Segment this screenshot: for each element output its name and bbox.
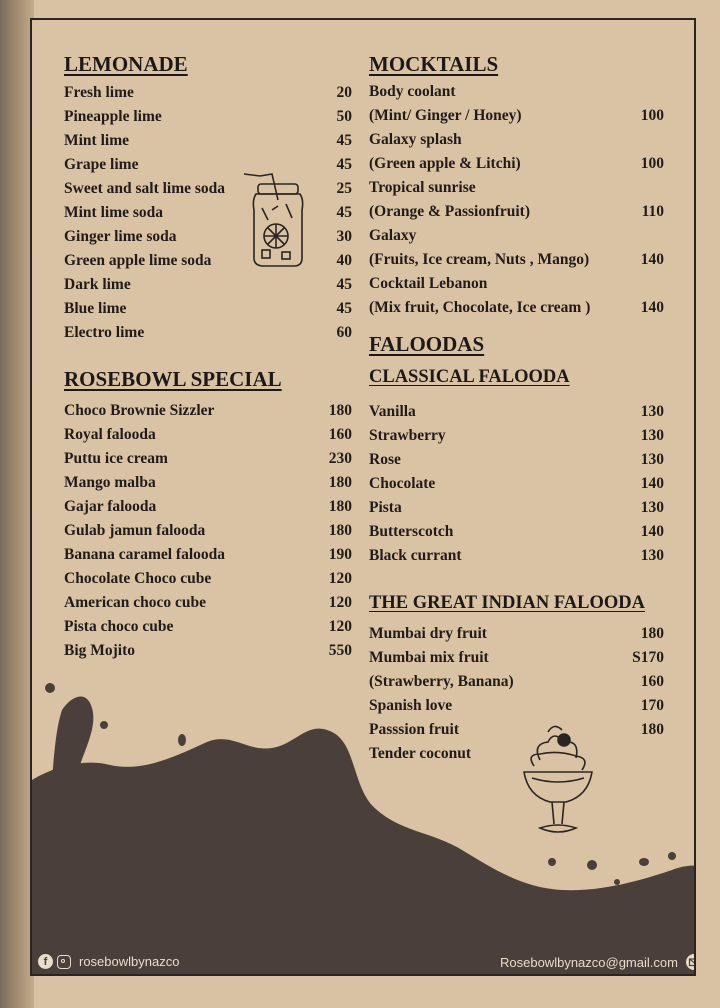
menu-item [369,622,664,646]
item-price: 140 [640,523,664,540]
menu-item [64,105,352,129]
item-price: S170 [632,649,664,666]
item-price: 130 [640,451,664,468]
menu-item [369,742,664,766]
great-indian-falooda-title: THE GREAT INDIAN FALOODA [369,593,645,613]
item-name: Grape lime [64,156,139,173]
item-name: (Mint/ Ginger / Honey) [369,107,522,124]
item-name: Electro lime [64,324,145,341]
menu-item [64,201,352,225]
faloodas-title: FALOODAS [369,332,485,356]
item-name: Mumbai dry fruit [369,625,487,642]
great-indian-falooda-list [369,622,664,766]
item-price: 130 [640,499,664,516]
menu-item [369,272,664,296]
menu-item [64,591,352,615]
item-name: Chocolate [369,475,436,492]
item-price: 120 [328,570,352,587]
menu-item [64,447,352,471]
menu-item [369,296,664,320]
item-price: 100 [640,107,664,124]
menu-item [64,153,352,177]
item-price: 180 [328,474,352,491]
item-name: Mumbai mix fruit [369,649,489,666]
menu-item [369,104,664,128]
item-price: 120 [328,594,352,611]
item-price: 170 [640,697,664,714]
item-price: 180 [328,498,352,515]
menu-item [64,177,352,201]
menu-item [64,567,352,591]
item-price: 230 [328,450,352,467]
item-price: 160 [328,426,352,443]
item-price: 550 [328,642,352,659]
item-price: 130 [640,547,664,564]
item-price: 45 [336,132,352,149]
item-name: Black currant [369,547,462,564]
item-name: Mint lime soda [64,204,164,221]
item-name: Tender coconut [369,745,472,762]
item-name: Gajar falooda [64,498,157,515]
item-name: Galaxy splash [369,131,462,148]
item-name: Pineapple lime [64,108,162,125]
menu-item [369,496,664,520]
menu-item [369,152,664,176]
item-name: American choco cube [64,594,207,611]
rosebowl-special-list [64,399,352,663]
item-price: 100 [640,155,664,172]
item-name: Green apple lime soda [64,252,212,269]
item-price: 180 [640,625,664,642]
menu-item [64,519,352,543]
item-name: Galaxy [369,227,417,244]
item-name: Pista [369,499,402,516]
menu-item [369,718,664,742]
menu-item [64,273,352,297]
item-name: Body coolant [369,83,456,100]
mail-icon[interactable] [686,954,696,970]
item-name: (Mix fruit, Chocolate, Ice cream ) [369,299,591,316]
page-shadow [0,0,34,1008]
item-price: 25 [336,180,352,197]
menu-item [64,543,352,567]
menu-item [64,615,352,639]
item-price: 140 [640,299,664,316]
item-name: Vanilla [369,403,416,420]
item-price: 20 [336,84,352,101]
item-price: 50 [336,108,352,125]
item-name: Big Mojito [64,642,136,659]
menu-item [369,646,664,670]
item-name: Cocktail Lebanon [369,275,488,292]
item-name: Blue lime [64,300,127,317]
menu-item [64,249,352,273]
item-name: Mango malba [64,474,156,491]
menu-item [369,520,664,544]
item-price: 180 [328,402,352,419]
item-name: Pista choco cube [64,618,174,635]
item-price: 120 [328,618,352,635]
item-price: 40 [336,252,352,269]
menu-item [369,424,664,448]
menu-item [369,670,664,694]
item-name: Fresh lime [64,84,134,101]
item-name: Passsion fruit [369,721,459,738]
item-name: (Strawberry, Banana) [369,673,514,690]
item-name: Choco Brownie Sizzler [64,402,215,419]
item-name: Banana caramel falooda [64,546,226,563]
right-column [369,50,664,766]
item-price: 130 [640,427,664,444]
item-price: 30 [336,228,352,245]
menu-item [64,471,352,495]
menu-item [64,321,352,345]
menu-item [369,694,664,718]
item-price: 190 [328,546,352,563]
menu-item [64,81,352,105]
item-name: Tropical sunrise [369,179,476,196]
lemonade-list [64,81,352,345]
item-name: (Orange & Passionfruit) [369,203,531,220]
menu-item [369,400,664,424]
menu-item [64,423,352,447]
item-price: 45 [336,156,352,173]
item-name: Ginger lime soda [64,228,177,245]
menu-item [369,448,664,472]
item-name: (Fruits, Ice cream, Nuts , Mango) [369,251,590,268]
email-footer [500,954,696,970]
item-name: Gulab jamun falooda [64,522,206,539]
social-handle[interactable]: rosebowlbynazco [79,954,180,969]
menu-frame [30,18,696,976]
item-price: 180 [328,522,352,539]
item-price: 140 [640,251,664,268]
item-price: 45 [336,300,352,317]
item-price: 180 [640,721,664,738]
email-address[interactable]: Rosebowlbynazco@gmail.com [500,954,678,970]
menu-item [369,128,664,152]
menu-item [369,544,664,568]
left-column [64,50,352,663]
menu-item [369,472,664,496]
menu-item [64,495,352,519]
item-name: Sweet and salt lime soda [64,180,226,197]
item-name: Puttu ice cream [64,450,168,467]
menu-item [369,200,664,224]
item-price: 45 [336,204,352,221]
item-name: Butterscotch [369,523,454,540]
item-name: Mint lime [64,132,129,149]
item-price: 130 [640,403,664,420]
item-price: 45 [336,276,352,293]
item-name: Chocolate Choco cube [64,570,212,587]
lemonade-title: LEMONADE [64,52,188,76]
mocktails-list [369,80,664,320]
item-name: Spanish love [369,697,453,714]
menu-item [369,176,664,200]
item-name: Royal falooda [64,426,156,443]
menu-item [64,399,352,423]
menu-item [64,129,352,153]
item-price: 110 [641,203,664,220]
item-name: Rose [369,451,401,468]
menu-item [64,297,352,321]
item-price: 60 [336,324,352,341]
classical-falooda-title: CLASSICAL FALOODA [369,367,570,387]
facebook-icon[interactable]: f [38,954,53,969]
item-name: (Green apple & Litchi) [369,155,521,172]
menu-item [64,225,352,249]
menu-item [369,80,664,104]
rosebowl-special-title: ROSEBOWL SPECIAL [64,367,282,391]
item-name: Dark lime [64,276,131,293]
item-name: Strawberry [369,427,446,444]
classical-falooda-list [369,400,664,568]
mocktails-title: MOCKTAILS [369,52,499,76]
item-price: 160 [640,673,664,690]
item-price: 140 [640,475,664,492]
menu-item [369,224,664,248]
instagram-icon[interactable] [57,955,71,969]
menu-item [369,248,664,272]
menu-item [64,639,352,663]
social-footer [38,954,179,969]
